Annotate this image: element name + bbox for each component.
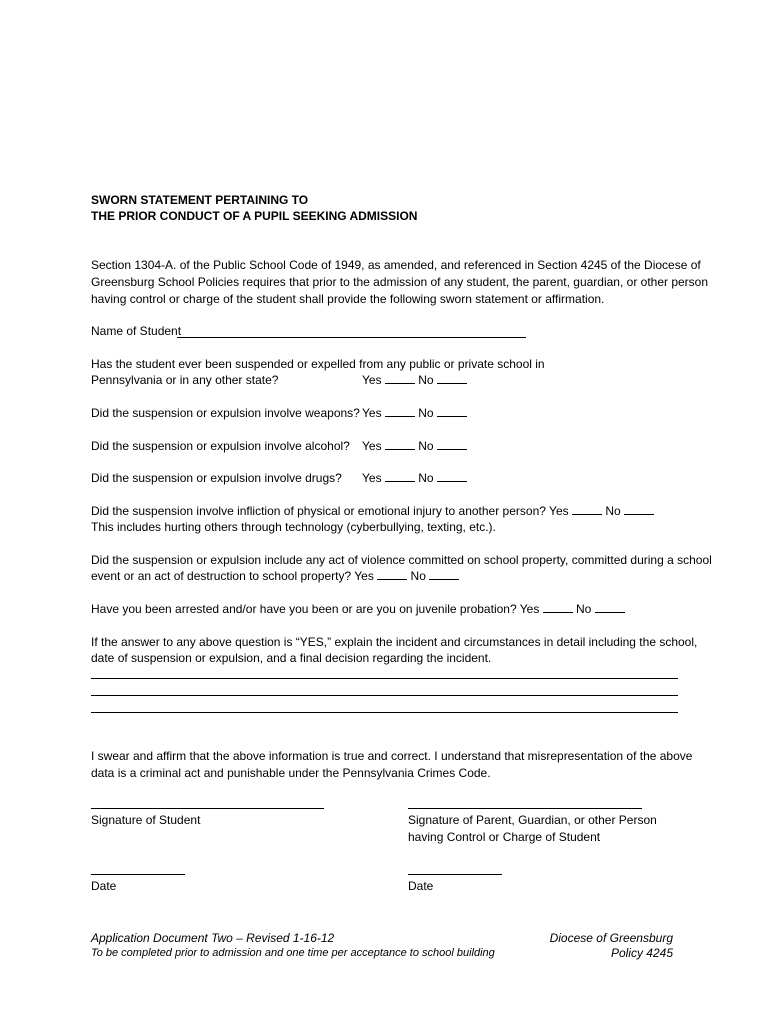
no-label: No bbox=[410, 569, 426, 583]
no-label: No bbox=[418, 439, 434, 453]
question-7 bbox=[91, 601, 625, 617]
question-3: Did the suspension or expulsion involve alcohol? bbox=[91, 439, 350, 453]
yes-label: Yes bbox=[519, 602, 540, 616]
footer-organization: Diocese of Greensburg bbox=[549, 931, 673, 945]
student-signature-label: Signature of Student bbox=[91, 813, 201, 827]
no-blank[interactable] bbox=[437, 470, 467, 482]
name-of-student-field[interactable] bbox=[177, 337, 526, 338]
title-line-2: THE PRIOR CONDUCT OF A PUPIL SEEKING ADMISSION bbox=[91, 209, 418, 223]
explain-line-2: date of suspension or expulsion, and a final decision regarding the incident. bbox=[91, 651, 492, 665]
question-4: Did the suspension or expulsion involve drugs? bbox=[91, 471, 342, 485]
yes-blank[interactable] bbox=[572, 503, 602, 515]
explain-answer-line-3[interactable] bbox=[91, 712, 678, 713]
no-label: No bbox=[605, 504, 621, 518]
question-3-answers bbox=[362, 438, 467, 454]
parent-date-line[interactable] bbox=[408, 874, 502, 875]
question-6-line-1: Did the suspension or expulsion include any act of violence committed on school property, committed during a school bbox=[91, 553, 712, 567]
affirmation-line-2: data is a criminal act and punishable under the Pennsylvania Crimes Code. bbox=[91, 766, 491, 780]
question-2: Did the suspension or expulsion involve weapons? bbox=[91, 406, 360, 420]
yes-label: Yes bbox=[362, 439, 382, 453]
student-date-line[interactable] bbox=[91, 874, 185, 875]
question-1-line-1: Has the student ever been suspended or expelled from any public or private school in bbox=[91, 357, 545, 371]
intro-line-1: Section 1304-A. of the Public School Code of 1949, as amended, and referenced in Section 4245 of the Diocese of bbox=[91, 258, 701, 272]
footer-policy: Policy 4245 bbox=[610, 946, 673, 960]
no-blank[interactable] bbox=[624, 503, 654, 515]
parent-signature-label-line-1: Signature of Parent, Guardian, or other Person bbox=[408, 813, 657, 827]
no-blank[interactable] bbox=[437, 405, 467, 417]
explain-line-1: If the answer to any above question is “YES,” explain the incident and circumstances in detail including the school, bbox=[91, 635, 698, 649]
yes-blank[interactable] bbox=[377, 568, 407, 580]
parent-signature-line[interactable] bbox=[408, 808, 642, 809]
yes-label: Yes bbox=[549, 504, 569, 518]
footer-note-line: To be completed prior to admission and one time per acceptance to school building bbox=[91, 947, 495, 959]
question-1-answers bbox=[362, 372, 467, 388]
question-6-text: event or an act of destruction to school property? bbox=[91, 569, 352, 583]
explain-answer-line-1[interactable] bbox=[91, 678, 678, 679]
yes-blank[interactable] bbox=[385, 405, 415, 417]
yes-label: Yes bbox=[362, 373, 382, 387]
intro-line-3: having control or charge of the student shall provide the following sworn statement or affirmation. bbox=[91, 292, 605, 306]
question-5-text: Did the suspension involve infliction of physical or emotional injury to another person? bbox=[91, 504, 546, 518]
no-blank[interactable] bbox=[595, 601, 625, 613]
question-5-line-1 bbox=[91, 503, 654, 519]
footer-document-line: Application Document Two – Revised 1-16-12 bbox=[91, 931, 335, 945]
parent-date-label: Date bbox=[408, 879, 434, 893]
yes-blank[interactable] bbox=[543, 601, 573, 613]
yes-label: Yes bbox=[362, 471, 382, 485]
yes-blank[interactable] bbox=[385, 372, 415, 384]
parent-signature-label-line-2: having Control or Charge of Student bbox=[408, 830, 601, 844]
intro-line-2: Greensburg School Policies requires that prior to the admission of any student, the parent, guardian, or other person bbox=[91, 275, 709, 289]
yes-blank[interactable] bbox=[385, 438, 415, 450]
question-5-line-2: This includes hurting others through technology (cyberbullying, texting, etc.). bbox=[91, 520, 496, 534]
student-signature-line[interactable] bbox=[91, 808, 324, 809]
question-7-text: Have you been arrested and/or have you been or are you on juvenile probation? bbox=[91, 602, 517, 616]
name-of-student-label: Name of Student bbox=[91, 324, 182, 338]
no-label: No bbox=[418, 471, 434, 485]
yes-label: Yes bbox=[354, 569, 374, 583]
question-2-answers bbox=[362, 405, 467, 421]
yes-label: Yes bbox=[362, 406, 382, 420]
title-line-1: SWORN STATEMENT PERTAINING TO bbox=[91, 193, 309, 207]
no-blank[interactable] bbox=[437, 438, 467, 450]
no-blank[interactable] bbox=[429, 568, 459, 580]
explain-answer-line-2[interactable] bbox=[91, 695, 678, 696]
no-label: No bbox=[576, 602, 592, 616]
no-label: No bbox=[418, 406, 434, 420]
no-blank[interactable] bbox=[437, 372, 467, 384]
question-6-line-2 bbox=[91, 568, 459, 584]
student-date-label: Date bbox=[91, 879, 117, 893]
question-4-answers bbox=[362, 470, 467, 486]
yes-blank[interactable] bbox=[385, 470, 415, 482]
affirmation-line-1: I swear and affirm that the above information is true and correct. I understand that misrepresentation of the above bbox=[91, 749, 693, 763]
question-1-line-2: Pennsylvania or in any other state? bbox=[91, 373, 279, 387]
no-label: No bbox=[418, 373, 434, 387]
